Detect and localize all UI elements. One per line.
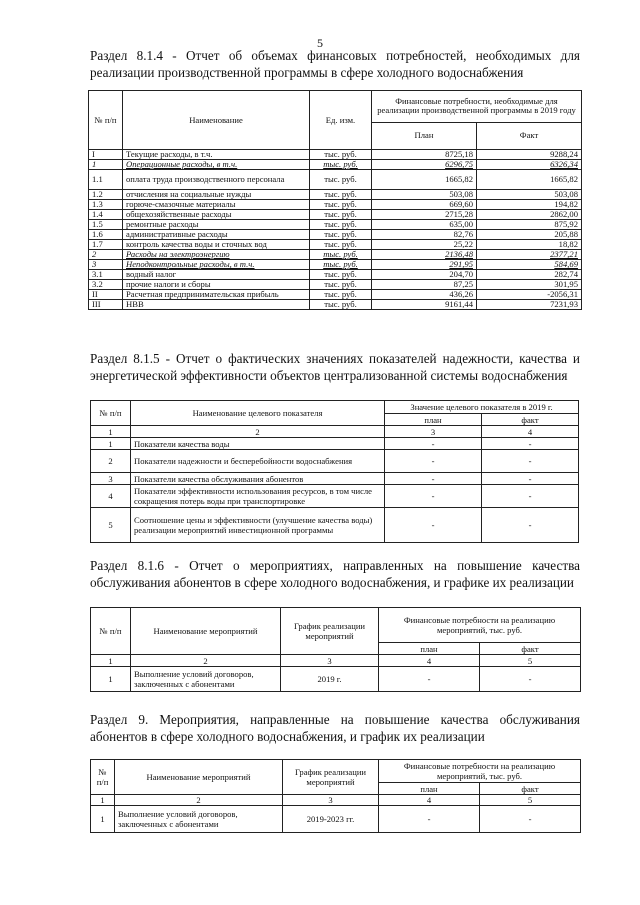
row-unit-cell: тыс. руб. [310,250,372,260]
row-unit-cell: тыс. руб. [310,220,372,230]
row-unit-cell: тыс. руб. [310,240,372,250]
row-plan-cell: - [385,438,482,450]
row-fact-cell: 7231,93 [477,300,582,310]
index-cell: 1 [91,795,115,806]
row-name-cell: оплата труда производственного персонала [123,170,310,190]
row-num-cell: 2 [91,450,131,473]
table-row [91,508,579,543]
col-schedule-header: График реализации мероприятий [281,608,379,655]
col-num-header: № п/п [89,91,123,150]
row-name-cell: отчисления на социальные нужды [123,190,310,200]
row-unit-cell: тыс. руб. [310,290,372,300]
row-num-cell: 2 [89,250,123,260]
row-unit-cell: тыс. руб. [310,160,372,170]
section-8-1-6-table [90,607,581,692]
table-row [91,473,579,485]
table-row [89,300,582,310]
row-fact-cell: -2056,31 [477,290,582,300]
col-fact-header: факт [480,783,581,795]
table-row [89,240,582,250]
row-unit-cell: тыс. руб. [310,300,372,310]
row-plan-cell: 635,00 [372,220,477,230]
index-cell: 3 [281,655,379,667]
row-name-cell: Показатели надежности и бесперебойности водоснабжения [131,450,385,473]
table-row [89,210,582,220]
row-name-cell: прочие налоги и сборы [123,280,310,290]
row-num-cell: III [89,300,123,310]
row-num-cell: 5 [91,508,131,543]
col-plan-header: План [372,122,477,149]
row-plan-cell: - [379,667,480,692]
row-num-cell: 1 [89,160,123,170]
row-num-cell: I [89,150,123,160]
row-plan-cell: 6296,75 [372,160,477,170]
section-8-1-5-title: Раздел 8.1.5 - Отчет о фактических значениях показателей надежности, качества и энергетической эффективности объектов централизованной системы водоснабжения [90,351,580,383]
row-fact-cell: - [482,450,579,473]
row-fact-cell: 205,88 [477,230,582,240]
index-cell: 1 [91,426,131,438]
row-name-cell: Расчетная предпринимательская прибыль [123,290,310,300]
index-cell: 1 [91,655,131,667]
row-name-cell: Выполнение условий договоров, заключенных с абонентами [115,806,283,833]
row-name-cell: Неподконтрольные расходы, в т.ч. [123,260,310,270]
row-unit-cell: тыс. руб. [310,280,372,290]
row-num-cell: 1 [91,806,115,833]
row-unit-cell: тыс. руб. [310,170,372,190]
table-row [89,280,582,290]
row-num-cell: 1.7 [89,240,123,250]
row-fact-cell: 301,95 [477,280,582,290]
col-fact-header: факт [482,414,579,426]
col-plan-header: план [379,643,480,655]
row-fact-cell: 2862,00 [477,210,582,220]
col-plan-header: план [385,414,482,426]
index-cell: 2 [131,655,281,667]
row-unit-cell: тыс. руб. [310,150,372,160]
col-fin-header: Финансовые потребности на реализацию мероприятий, тыс. руб. [379,608,581,643]
col-name-header: Наименование мероприятий [115,760,283,795]
row-plan-cell: 25,22 [372,240,477,250]
row-fact-cell: 875,92 [477,220,582,230]
row-unit-cell: тыс. руб. [310,260,372,270]
row-fact-cell: 282,74 [477,270,582,280]
row-plan-cell: 291,95 [372,260,477,270]
row-num-cell: 1.5 [89,220,123,230]
row-plan-cell: - [379,806,480,833]
row-num-cell: 3 [91,473,131,485]
row-fact-cell: 2377,21 [477,250,582,260]
table-row [89,270,582,280]
row-plan-cell: - [385,508,482,543]
row-fact-cell: 18,82 [477,240,582,250]
row-fact-cell: - [482,485,579,508]
row-plan-cell: 8725,18 [372,150,477,160]
section-8-1-6-title: Раздел 8.1.6 - Отчет о мероприятиях, направленных на повышение качества обслуживания абонентов в сфере холодного водоснабжения, и графике их реализации [90,558,580,590]
row-fact-cell: - [482,508,579,543]
section-8-1-4-title: Раздел 8.1.4 - Отчет об объемах финансовых потребностей, необходимых для реализации производственной программы в сфере холодного водоснабжения [90,48,580,80]
row-name-cell: административные расходы [123,230,310,240]
row-plan-cell: 9161,44 [372,300,477,310]
row-name-cell: Выполнение условий договоров, заключенных с абонентами [131,667,281,692]
table-row [89,250,582,260]
row-plan-cell: 82,76 [372,230,477,240]
row-fact-cell: - [480,806,581,833]
index-cell: 4 [482,426,579,438]
row-fact-cell: 194,82 [477,200,582,210]
row-name-cell: Показатели качества обслуживания абонентов [131,473,385,485]
row-plan-cell: 2136,48 [372,250,477,260]
row-name-cell: горюче-смазочные материалы [123,200,310,210]
col-num-header: № п/п [91,760,115,795]
col-fin-header: Финансовые потребности, необходимые для реализации производственной программы в 2019 году [372,91,582,123]
row-plan-cell: 2715,28 [372,210,477,220]
page-number: 5 [317,36,323,50]
row-num-cell: 1 [91,438,131,450]
row-schedule-cell: 2019 г. [281,667,379,692]
row-num-cell: 4 [91,485,131,508]
table-row [91,438,579,450]
row-num-cell: 3.1 [89,270,123,280]
row-num-cell: 1.2 [89,190,123,200]
col-name-header: Наименование целевого показателя [131,401,385,426]
row-num-cell: 1 [91,667,131,692]
index-cell: 4 [379,795,480,806]
row-unit-cell: тыс. руб. [310,210,372,220]
row-plan-cell: - [385,473,482,485]
index-cell: 2 [115,795,283,806]
row-name-cell: Соотношение цены и эффективности (улучшение качества воды) реализации мероприятий инвестиционной программы [131,508,385,543]
row-unit-cell: тыс. руб. [310,230,372,240]
row-num-cell: II [89,290,123,300]
table-row [89,220,582,230]
col-name-header: Наименование [123,91,310,150]
row-name-cell: Расходы на электроэнергию [123,250,310,260]
row-unit-cell: тыс. руб. [310,190,372,200]
row-unit-cell: тыс. руб. [310,270,372,280]
row-name-cell: Показатели качества воды [131,438,385,450]
index-cell: 2 [131,426,385,438]
row-num-cell: 3 [89,260,123,270]
section-8-1-4-table [88,90,582,310]
table-row [89,290,582,300]
row-name-cell: водный налог [123,270,310,280]
row-plan-cell: 436,26 [372,290,477,300]
row-fact-cell: 584,69 [477,260,582,270]
row-name-cell: Текущие расходы, в т.ч. [123,150,310,160]
row-num-cell: 1.4 [89,210,123,220]
row-plan-cell: 669,60 [372,200,477,210]
row-fact-cell: 9288,24 [477,150,582,160]
table-row [91,485,579,508]
row-plan-cell: 87,25 [372,280,477,290]
col-fin-header: Финансовые потребности на реализацию мероприятий, тыс. руб. [379,760,581,783]
table-row [89,160,582,170]
col-value-header: Значение целевого показателя в 2019 г. [385,401,579,414]
row-name-cell: общехозяйственные расходы [123,210,310,220]
row-fact-cell: 503,08 [477,190,582,200]
row-name-cell: НВВ [123,300,310,310]
col-schedule-header: График реализации мероприятий [283,760,379,795]
col-fact-header: факт [480,643,581,655]
row-name-cell: ремонтные расходы [123,220,310,230]
index-cell: 3 [283,795,379,806]
col-num-header: № п/п [91,608,131,655]
col-name-header: Наименование мероприятий [131,608,281,655]
col-num-header: № п/п [91,401,131,426]
row-fact-cell: 1665,82 [477,170,582,190]
table-row [89,190,582,200]
row-name-cell: контроль качества воды и сточных вод [123,240,310,250]
row-num-cell: 1.1 [89,170,123,190]
col-unit-header: Ед. изм. [310,91,372,150]
table-row [89,150,582,160]
section-9-table [90,759,581,833]
table-row [89,200,582,210]
row-schedule-cell: 2019-2023 гг. [283,806,379,833]
row-fact-cell: - [480,667,581,692]
table-row [91,450,579,473]
row-num-cell: 3.2 [89,280,123,290]
index-cell: 5 [480,795,581,806]
index-cell: 4 [379,655,480,667]
table-row [89,230,582,240]
col-plan-header: план [379,783,480,795]
index-cell: 3 [385,426,482,438]
row-plan-cell: 204,70 [372,270,477,280]
col-fact-header: Факт [477,122,582,149]
section-9-title: Раздел 9. Мероприятия, направленные на повышение качества обслуживания абонентов в сфере холодного водоснабжения, и график их реализации [90,712,580,744]
row-plan-cell: 1665,82 [372,170,477,190]
row-plan-cell: - [385,450,482,473]
row-name-cell: Показатели эффективности использования ресурсов, в том числе сокращения потерь воды при транспортировке [131,485,385,508]
row-unit-cell: тыс. руб. [310,200,372,210]
row-plan-cell: - [385,485,482,508]
row-plan-cell: 503,08 [372,190,477,200]
row-fact-cell: - [482,438,579,450]
row-num-cell: 1.6 [89,230,123,240]
index-cell: 5 [480,655,581,667]
section-8-1-5-table [90,400,579,543]
row-name-cell: Операционные расходы, в т.ч. [123,160,310,170]
table-row [89,170,582,190]
table-row [89,260,582,270]
row-num-cell: 1.3 [89,200,123,210]
row-fact-cell: 6326,34 [477,160,582,170]
row-fact-cell: - [482,473,579,485]
